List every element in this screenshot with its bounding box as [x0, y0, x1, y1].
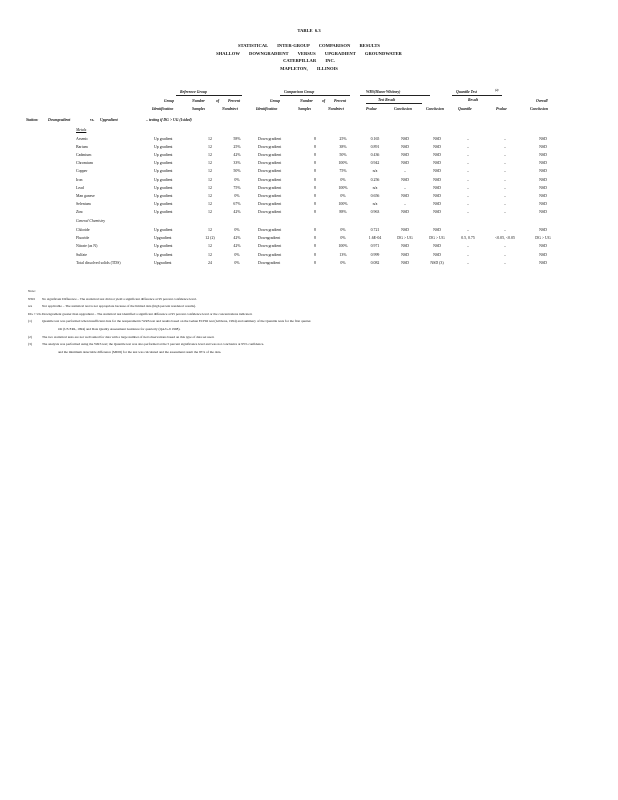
cell-n1: 24 [208, 260, 212, 265]
note-text: Ott (US EPA, 1994) and Data Quality Assessment Guidance for quarterly (QA/G-9 1998). [58, 326, 181, 331]
comp-group-underline [280, 95, 350, 96]
note-key: (1) [28, 319, 32, 324]
cell-p1: 67% [233, 201, 241, 206]
cell-o: DG > UG [535, 236, 551, 241]
cell-o: NSD [539, 228, 547, 232]
cell-param: Selenium [76, 201, 91, 206]
cell-pv: 0.721 [370, 228, 380, 232]
wrs-sub-header: Test Result [378, 98, 396, 102]
cell-n1: 12 [208, 177, 212, 182]
cell-pv: n/a [372, 185, 378, 190]
cell-comp: Down gradient [258, 161, 282, 166]
cell-wc: NSD [401, 153, 409, 158]
cell-qp: – [504, 228, 506, 232]
cell-c: NSD [433, 161, 441, 166]
cell-q: – [467, 185, 469, 190]
note-line [28, 349, 588, 357]
cell-p2: 88% [339, 209, 347, 214]
cell-o: NSD [539, 137, 547, 141]
cell-p2: 13% [339, 252, 347, 257]
cell-n2: 8 [314, 185, 316, 190]
cell-comp: Down gradient [258, 228, 282, 232]
cell-wc: NSD [401, 260, 409, 265]
note-line [28, 303, 588, 311]
cell-p1: 50% [233, 169, 241, 174]
cell-comp: Down gradient [258, 201, 282, 206]
cell-qp: – [504, 193, 506, 198]
cell-p1: 0% [234, 260, 240, 265]
cell-n1: 12 (2) [205, 236, 215, 241]
cell-comp: Down gradient [258, 193, 282, 198]
note-text: No significant Difference – The statistical test did not yield a significant difference at 95 percent confidence level. [42, 296, 197, 301]
cell-p2: 25% [339, 137, 347, 141]
cell-wc: NSD [401, 145, 409, 150]
title-line-3: CATERPILLAR INC. [283, 58, 335, 63]
comp-samples-col: Samples [298, 107, 312, 111]
cell-c: NSD [433, 169, 441, 174]
cell-param: Cadmium [76, 153, 92, 158]
quantile-col: Quantile [458, 107, 472, 111]
cell-q: – [467, 193, 469, 198]
note-text: and the minimum detectable difference (MDD) for the test was calculated and the assessment result the 95% of the data. [58, 349, 222, 354]
cell-qp: – [504, 201, 506, 206]
cell-comp: Down gradient [258, 252, 282, 257]
cell-q: – [467, 252, 469, 257]
cell-c: NSD [433, 209, 441, 214]
cell-comp: Down gradient [258, 137, 282, 141]
cell-n2: 8 [314, 169, 316, 174]
cell-o: NSD [539, 177, 547, 182]
cell-p1: 42% [233, 153, 241, 158]
cell-wc: NSD [401, 228, 409, 232]
ref-identification-col: Identification [152, 107, 174, 111]
note-line [28, 334, 588, 342]
quantile-underline [452, 95, 502, 96]
cell-param: Chloride [76, 228, 90, 232]
cell-c: NSD (3) [430, 260, 444, 265]
quantile-footnote-mark: (4) [495, 88, 499, 92]
note-key: n/a [28, 304, 33, 309]
ref-samples-col: Samples [192, 107, 206, 111]
quantile-result-col: Result [468, 98, 478, 102]
cell-o: NSD [539, 201, 547, 206]
wrs-header: WRS(Mann-Whitney) [366, 90, 401, 94]
cell-comp: Down gradient [258, 169, 282, 174]
cell-pv: 0.165 [370, 137, 380, 141]
cell-qp: – [504, 137, 506, 141]
cell-n1: 12 [208, 185, 212, 190]
cell-ref: Up gradient [154, 169, 173, 174]
cell-n2: 8 [314, 153, 316, 158]
cell-pv: n/a [372, 201, 378, 206]
cell-wc: – [404, 169, 406, 174]
cell-o: NSD [539, 260, 547, 265]
cell-o: NSD [539, 185, 547, 190]
cell-qp: <0.05, <0.05 [495, 236, 515, 241]
note-line [28, 341, 588, 349]
cell-p1: 25% [233, 145, 241, 150]
cell-pv: 0.656 [370, 193, 380, 198]
cell-n1: 12 [208, 201, 212, 206]
cell-q: 0.5, 0.75 [461, 236, 475, 241]
cell-c: NSD [433, 193, 441, 198]
cell-n1: 12 [208, 252, 212, 257]
cell-ref: Up gradient [154, 137, 173, 141]
note-key: (3) [28, 342, 32, 347]
ref-of-col: of [216, 99, 220, 103]
cell-p2: 100% [338, 201, 348, 206]
cell-comp: Down gradient [258, 185, 282, 190]
comp-group-header: Comparison Group [284, 90, 315, 94]
cell-comp: Down gradient [258, 209, 282, 214]
cell-comp: Down gradient [258, 244, 282, 249]
note-key: Note: [28, 289, 36, 293]
cell-n1: 12 [208, 228, 212, 232]
cell-ref: Up gradient [154, 228, 173, 232]
cell-ref: Upgradient [154, 236, 172, 241]
note-key: NSD [28, 296, 35, 301]
quantile-header: Quantile Test [456, 90, 477, 94]
title-line-2: SHALLOW DOWNGRADIENT VERSUS UPGRADIENT GROUNDWATER [216, 50, 402, 56]
cell-n2: 8 [314, 161, 316, 166]
cell-qp: – [504, 260, 506, 265]
cell-pv: 0.971 [370, 244, 380, 249]
cell-param: Fluoride [76, 236, 90, 241]
cell-comp: Downgradient [258, 236, 281, 241]
table-number: TABLE 6.3 [297, 28, 321, 33]
station-label: Station: [26, 118, 39, 122]
cell-q: – [467, 244, 469, 249]
cell-q: – [467, 209, 469, 214]
cell-param: Copper [76, 169, 88, 174]
ref-group-header: Reference Group [180, 90, 207, 94]
cell-p1: 75% [233, 185, 241, 190]
cell-o: NSD [539, 252, 547, 257]
cell-param: Nitrate (as N) [76, 244, 98, 249]
cell-param: Barium [76, 145, 88, 150]
ref-group-underline [176, 95, 242, 96]
note-line [28, 311, 588, 319]
cell-q: – [467, 228, 469, 232]
wrs-conclusion-col: Conclusion [394, 107, 412, 111]
cell-p1: 33% [233, 161, 241, 166]
cell-param: Iron [76, 177, 83, 182]
wrs-underline [360, 95, 430, 96]
cell-q: – [467, 177, 469, 182]
cell-p2: 100% [338, 161, 348, 166]
cell-wc: NSD [401, 193, 409, 198]
cell-param: Zinc [76, 209, 84, 214]
comp-identification-col: Identification [256, 107, 278, 111]
cell-n1: 12 [208, 193, 212, 198]
cell-param: Lead [76, 185, 84, 190]
cell-q: – [467, 145, 469, 150]
cell-pv: 0.942 [370, 161, 380, 166]
cell-o: NSD [539, 145, 547, 150]
cell-c: NSD [433, 228, 441, 232]
cell-pv: 0.256 [370, 177, 380, 182]
station-designation: Downgradient [48, 118, 71, 122]
note-line [28, 326, 588, 334]
cell-q: – [467, 137, 469, 141]
note-key: DG > UG [28, 311, 42, 316]
cell-ref: Up gradient [154, 145, 173, 150]
cell-p1: 0% [234, 252, 240, 257]
cell-o: NSD [539, 193, 547, 198]
section-general-chemistry: General Chemistry [76, 219, 105, 223]
cell-p2: 0% [340, 177, 346, 182]
cell-c: NSD [433, 244, 441, 249]
note-text: Quantile test was performed when insufficient data for the nonparametric WRS test and results based on the Gehan ECHO test (Gibbons, 1994) and summary of the Quantile tests for the first quarter. [42, 319, 312, 324]
cell-comp: Down gradient [258, 145, 282, 150]
note-text: The analysis was performed using the WRS test; the Quantile test was also performed at the 5 percent significance level and was not conclusive at 95% confidence. [42, 342, 265, 347]
cell-ref: Upgradient [154, 260, 172, 265]
cell-n1: 12 [208, 153, 212, 158]
overall-conclusion-col: Conclusion [530, 107, 548, 111]
table-notes [28, 288, 588, 356]
cell-qp: – [504, 252, 506, 257]
cell-n1: 12 [208, 169, 212, 174]
cell-q: – [467, 161, 469, 166]
cell-pv: 0.999 [370, 252, 380, 257]
ref-nondetect-col: Nondetect [222, 107, 238, 111]
cell-o: NSD [539, 153, 547, 158]
table-header [0, 27, 618, 35]
cell-n2: 8 [314, 137, 316, 141]
cell-c: NSD [433, 185, 441, 190]
cell-ref: Up gradient [154, 153, 173, 158]
cell-n1: 12 [208, 244, 212, 249]
cell-comp: Down gradient [258, 153, 282, 158]
cell-n2: 8 [314, 201, 316, 206]
wrs-sub-underline [366, 103, 422, 104]
cell-ref: Up gradient [154, 252, 173, 257]
cell-c: NSD [433, 153, 441, 158]
cell-p2: 50% [339, 153, 347, 158]
cell-wc: NSD [401, 252, 409, 257]
quantile-pvalue-col: Pvalue [496, 107, 507, 111]
comp-percent-col: Percent [334, 99, 347, 103]
cell-qp: – [504, 244, 506, 249]
cell-p2: 0% [340, 260, 346, 265]
cell-c: NSD [433, 137, 441, 141]
cell-o: NSD [539, 161, 547, 166]
cell-q: – [467, 260, 469, 265]
cell-o: NSD [539, 209, 547, 214]
cell-c: NSD [433, 252, 441, 257]
cell-n2: 8 [314, 236, 316, 241]
cell-ref: Up gradient [154, 177, 173, 182]
cell-p1: 42% [233, 244, 241, 249]
cell-qp: – [504, 145, 506, 150]
note-key: (2) [28, 334, 32, 339]
cell-p1: 42% [233, 209, 241, 214]
cell-n2: 8 [314, 177, 316, 182]
cell-qp: – [504, 177, 506, 182]
cell-n2: 8 [314, 252, 316, 257]
section-metals: Metals [76, 128, 87, 132]
cell-param: Sulfate [76, 252, 88, 257]
note-line [28, 318, 588, 326]
cell-q: – [467, 169, 469, 174]
cell-qp: – [504, 185, 506, 190]
cell-p2: 38% [339, 145, 347, 150]
cell-q: – [467, 201, 469, 206]
cell-ref: Up gradient [154, 161, 173, 166]
cell-p2: 100% [338, 185, 348, 190]
cell-ref: Up gradient [154, 185, 173, 190]
cell-c: NSD [433, 145, 441, 150]
cell-wc: NSD [401, 244, 409, 249]
conclusion-col: Conclusion [426, 107, 444, 111]
ref-group-col: Group [164, 99, 175, 103]
station-vs: vs. [90, 118, 95, 122]
cell-c: DG > UG [429, 236, 445, 241]
cell-wc: NSD [401, 161, 409, 166]
cell-p2: 75% [339, 169, 347, 174]
comp-nondetect-col: Nondetect [328, 107, 344, 111]
note-text: Downgradient greater than upgradient – The statistical test identified a significant difference at 95 percent confidence level or the concentrations indicated. [42, 311, 253, 316]
cell-n2: 8 [314, 244, 316, 249]
comp-group-col: Group [270, 99, 281, 103]
cell-c: NSD [433, 201, 441, 206]
cell-o: NSD [539, 244, 547, 249]
note-text: The two statistical tests are not well suited for data with a large number of tied observations based on this type of data set used. [42, 334, 215, 339]
cell-p1: 0% [234, 228, 240, 232]
cell-qp: – [504, 161, 506, 166]
cell-ref: Up gradient [154, 209, 173, 214]
cell-comp: Down gradient [258, 177, 282, 182]
note-text: Not applicable – The statistical test is not appropriate because of the limited data (high percent nondetect results). [42, 304, 196, 309]
cell-pv: 0.891 [370, 145, 380, 150]
cell-p2: 0% [340, 236, 346, 241]
cell-param: Man ganese [76, 193, 95, 198]
cell-pv: 1.6E-04 [368, 236, 382, 241]
cell-p2: 0% [340, 228, 346, 232]
cell-c: NSD [433, 177, 441, 182]
cell-n2: 8 [314, 209, 316, 214]
cell-wc: NSD [401, 209, 409, 214]
cell-n2: 8 [314, 193, 316, 198]
cell-qp: – [504, 153, 506, 158]
cell-ref: Up gradient [154, 201, 173, 206]
note-line [28, 296, 588, 304]
cell-qp: – [504, 169, 506, 174]
cell-ref: Up gradient [154, 244, 173, 249]
cell-n1: 12 [208, 137, 212, 141]
cell-wc: NSD [401, 137, 409, 141]
cell-pv: 0.082 [370, 260, 380, 265]
cell-param: Total dissolved solids (TDS) [76, 260, 121, 265]
cell-wc: – [404, 185, 406, 190]
table-title [0, 42, 618, 72]
cell-wc: DG > UG [397, 236, 413, 241]
comp-number-col: Number [300, 99, 313, 103]
comp-of-col: of [322, 99, 326, 103]
cell-n1: 12 [208, 161, 212, 166]
cell-q: – [467, 153, 469, 158]
cell-wc: NSD [401, 177, 409, 182]
cell-wc: – [404, 201, 406, 206]
station-upgradient: Upgradient [100, 118, 118, 122]
cell-o: NSD [539, 169, 547, 174]
ref-percent-col: Percent [228, 99, 241, 103]
ref-number-col: Number [192, 99, 205, 103]
cell-n2: 8 [314, 228, 316, 232]
note-line [28, 288, 588, 296]
title-line-4: MAPLETON, ILLINOIS [280, 65, 338, 71]
cell-comp: Downgradient [258, 260, 281, 265]
overall-col: Overall [536, 99, 548, 103]
cell-n1: 12 [208, 145, 212, 150]
title-line-1: STATISTICAL INTER-GROUP COMPARISON RESULTS [237, 43, 380, 48]
cell-pv: n/a [372, 169, 378, 174]
cell-p2: 100% [338, 244, 348, 249]
cell-n2: 8 [314, 145, 316, 150]
cell-p2: 0% [340, 193, 346, 198]
cell-pv: 0.963 [370, 209, 380, 214]
cell-param: Chromium [76, 161, 93, 166]
station-testing: – testing if DG > UG (1sided) [146, 118, 192, 122]
cell-n1: 12 [208, 209, 212, 214]
cell-qp: – [504, 209, 506, 214]
cell-p1: 0% [234, 193, 240, 198]
cell-p1: 58% [233, 137, 241, 141]
cell-n2: 8 [314, 260, 316, 265]
pvalue-col: Pvalue [366, 107, 377, 111]
cell-param: Arsenic [76, 137, 89, 141]
cell-pv: 0.436 [370, 153, 380, 158]
cell-p1: 42% [233, 236, 241, 241]
cell-ref: Up gradient [154, 193, 173, 198]
cell-p1: 0% [234, 177, 240, 182]
